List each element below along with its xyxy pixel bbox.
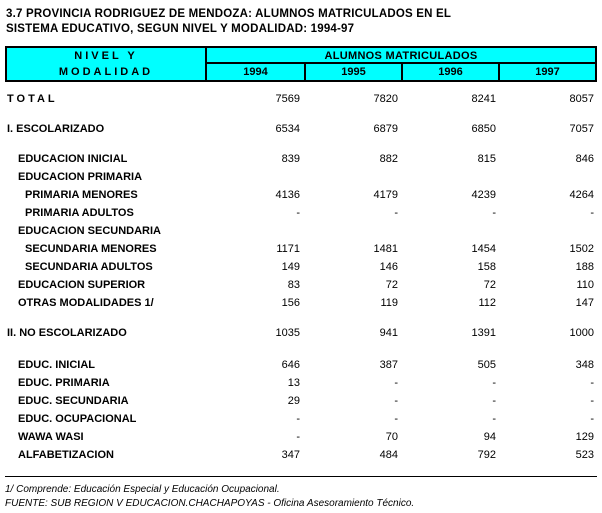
row-value: 72 <box>385 279 398 291</box>
header-year-1996: 1996 <box>401 64 498 80</box>
row-value <box>499 222 597 240</box>
table-row <box>5 446 597 464</box>
row-value <box>205 222 303 240</box>
row-value: - <box>394 377 398 389</box>
table-row <box>5 392 597 410</box>
table-row <box>5 258 597 276</box>
row-label: TOTAL <box>7 93 58 105</box>
row-value: 83 <box>287 279 300 291</box>
report-title <box>6 7 597 37</box>
row-value: 147 <box>575 297 594 309</box>
header-year-1997: 1997 <box>498 64 595 80</box>
row-value: 523 <box>575 449 594 461</box>
table-row <box>5 204 597 222</box>
row-label: EDUCACION PRIMARIA <box>18 171 143 183</box>
row-value: 347 <box>281 449 300 461</box>
row-value: - <box>296 413 300 425</box>
row-label: EDUC. OCUPACIONAL <box>18 413 137 425</box>
row-value <box>205 168 303 186</box>
header-nivel-line1: NIVEL Y <box>74 50 138 62</box>
row-value <box>303 168 401 186</box>
row-value: 1391 <box>471 327 496 339</box>
row-label: EDUCACION INICIAL <box>18 153 128 165</box>
row-value: 119 <box>380 297 398 309</box>
row-label: PRIMARIA ADULTOS <box>25 207 134 219</box>
table-body <box>5 90 597 464</box>
row-value: 156 <box>281 297 300 309</box>
row-value: 7569 <box>275 93 300 105</box>
row-value: 1481 <box>373 243 398 255</box>
table-row <box>5 428 597 446</box>
row-label: WAWA WASI <box>18 431 84 443</box>
row-value: 29 <box>287 395 300 407</box>
header-nivel-line2: MODALIDAD <box>58 66 154 78</box>
row-value: 846 <box>575 153 594 165</box>
row-value: 188 <box>575 261 594 273</box>
row-value: 112 <box>478 297 496 309</box>
row-value: 6850 <box>471 123 496 135</box>
row-value: 4179 <box>373 189 398 201</box>
row-value: 13 <box>287 377 300 389</box>
header-year-1994: 1994 <box>243 66 268 78</box>
row-value: - <box>590 377 594 389</box>
row-value <box>499 168 597 186</box>
table-row <box>5 240 597 258</box>
table-row <box>5 90 597 108</box>
row-value: - <box>394 207 398 219</box>
row-value: - <box>492 395 496 407</box>
row-label: EDUC. SECUNDARIA <box>18 395 129 407</box>
table-row <box>5 150 597 168</box>
row-value: 110 <box>576 279 594 291</box>
table-row <box>5 356 597 374</box>
table-row <box>5 276 597 294</box>
table-row <box>5 120 597 138</box>
row-value: 348 <box>575 359 594 371</box>
row-value: 7820 <box>373 93 398 105</box>
row-value: - <box>492 207 496 219</box>
row-value: 72 <box>483 279 496 291</box>
row-value: - <box>296 207 300 219</box>
row-label: OTRAS MODALIDADES 1/ <box>18 297 154 309</box>
row-value: 149 <box>281 261 300 273</box>
table-header <box>5 46 597 82</box>
header-nivel-modalidad <box>7 48 207 80</box>
title-line-1: 3.7 PROVINCIA RODRIGUEZ DE MENDOZA: ALUMNOS MATRICULADOS EN EL <box>6 8 452 20</box>
row-value: 1000 <box>569 327 594 339</box>
row-value: - <box>394 413 398 425</box>
row-value: 792 <box>477 449 496 461</box>
table-row <box>5 168 597 186</box>
row-value: 94 <box>483 431 496 443</box>
row-label: SECUNDARIA ADULTOS <box>25 261 153 273</box>
footnotes <box>5 476 597 511</box>
row-value: 815 <box>477 153 496 165</box>
row-label: ALFABETIZACION <box>18 449 114 461</box>
row-label: II. NO ESCOLARIZADO <box>7 327 127 339</box>
table-row <box>5 410 597 428</box>
header-year-1995: 1995 <box>304 64 401 80</box>
row-value: 6879 <box>373 123 398 135</box>
row-value: 4136 <box>275 189 300 201</box>
row-label: EDUCACION SECUNDARIA <box>18 225 162 237</box>
table-row <box>5 294 597 312</box>
row-value: 1035 <box>275 327 300 339</box>
row-value: 1454 <box>471 243 496 255</box>
table-row <box>5 186 597 204</box>
row-value: 387 <box>379 359 398 371</box>
row-value: 4239 <box>471 189 496 201</box>
row-value: 6534 <box>275 123 300 135</box>
row-value: - <box>590 395 594 407</box>
row-value: 882 <box>379 153 398 165</box>
row-value: - <box>590 413 594 425</box>
row-label: EDUC. PRIMARIA <box>18 377 110 389</box>
row-label: I. ESCOLARIZADO <box>7 123 105 135</box>
row-value <box>401 168 499 186</box>
row-value: 4264 <box>569 189 594 201</box>
footnote-fuente: FUENTE: SUB REGION V EDUCACION.CHACHAPOYAS - Oficina Asesoramiento Técnico. <box>5 498 415 509</box>
table-row <box>5 374 597 392</box>
row-label: EDUCACION SUPERIOR <box>18 279 146 291</box>
row-value <box>303 222 401 240</box>
row-value: 8057 <box>569 93 594 105</box>
row-value: - <box>394 395 398 407</box>
row-value: 8241 <box>471 93 496 105</box>
row-value: 646 <box>281 359 300 371</box>
table-row <box>5 324 597 342</box>
row-value: - <box>296 431 300 443</box>
row-value: 7057 <box>569 123 594 135</box>
row-value: - <box>492 413 496 425</box>
row-value: 146 <box>379 261 398 273</box>
footnote-comprende: 1/ Comprende: Educación Especial y Educación Ocupacional. <box>5 484 280 495</box>
row-value: 1171 <box>276 243 300 255</box>
row-value: 129 <box>575 431 594 443</box>
row-value: 505 <box>477 359 496 371</box>
row-value: - <box>492 377 496 389</box>
row-value: 158 <box>477 261 496 273</box>
row-label: SECUNDARIA MENORES <box>25 243 157 255</box>
row-label: PRIMARIA MENORES <box>25 189 138 201</box>
row-value: 1502 <box>569 243 594 255</box>
row-label: EDUC. INICIAL <box>18 359 95 371</box>
row-value: 839 <box>281 153 300 165</box>
row-value: 70 <box>385 431 398 443</box>
row-value: 941 <box>379 327 398 339</box>
row-value: 484 <box>379 449 398 461</box>
title-line-2: SISTEMA EDUCATIVO, SEGUN NIVEL Y MODALIDAD: 1994-97 <box>6 23 355 35</box>
table-row <box>5 222 597 240</box>
row-value <box>401 222 499 240</box>
header-alumnos-matriculados: ALUMNOS MATRICULADOS <box>207 48 595 64</box>
row-value: - <box>590 207 594 219</box>
